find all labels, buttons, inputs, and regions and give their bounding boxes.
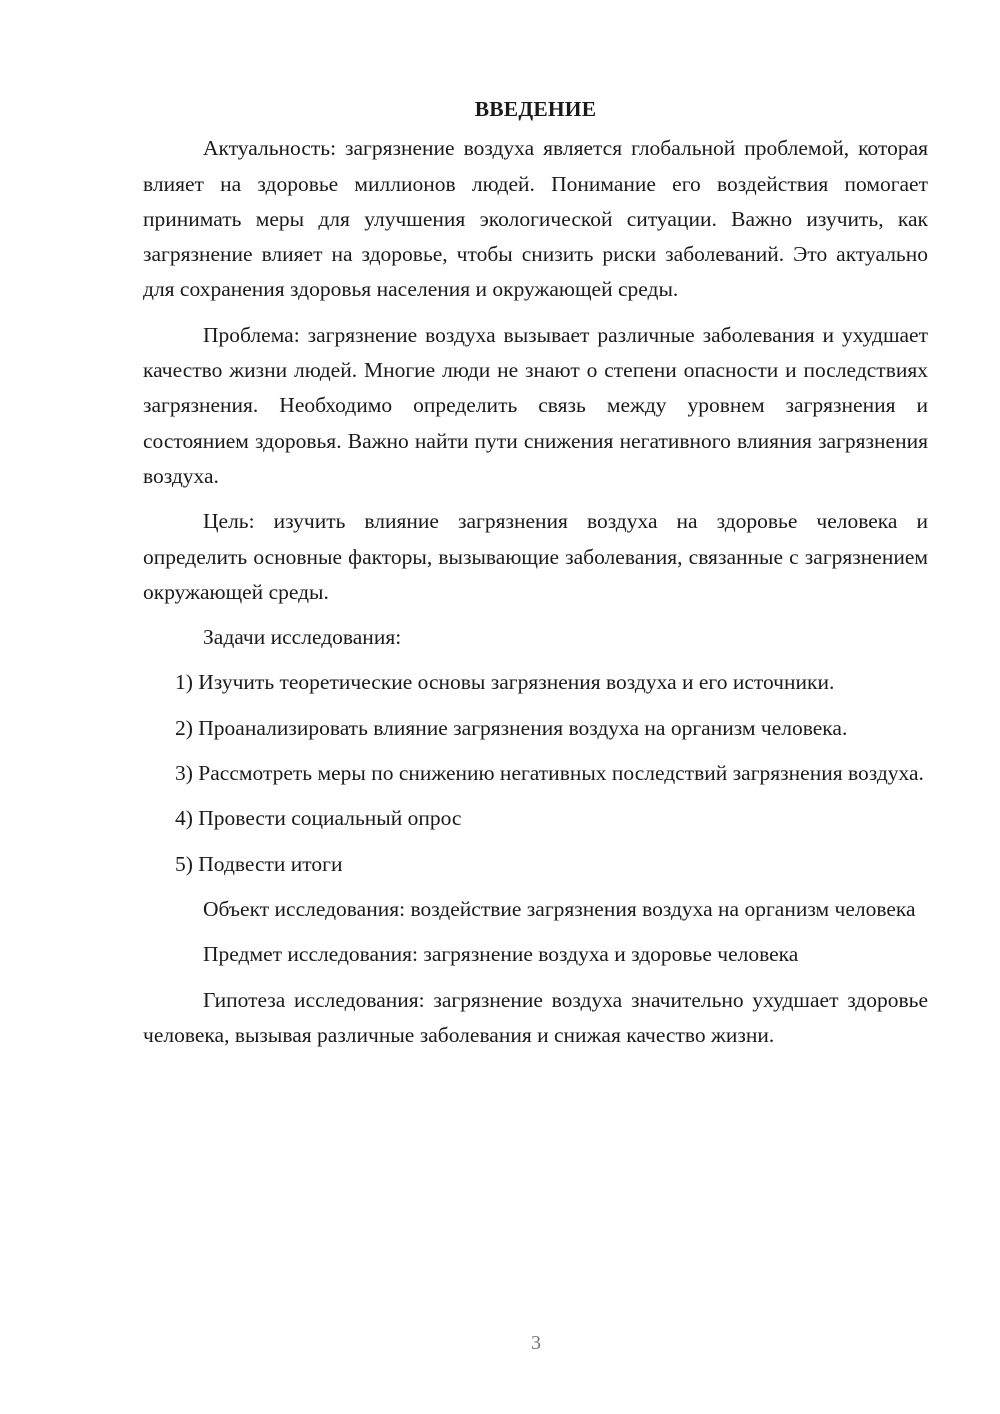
- document-page: [143, 92, 928, 1063]
- relevance-paragraph: Актуальность: загрязнение воздуха является глобальной проблемой, которая влияет на здоровье миллионов людей. Понимание его воздействия помогает принимать меры для улучшения экологической ситуации. Важно изучить, как загрязнение влияет на здоровье, чтобы снизить риски заболеваний. Это актуально для сохранения здоровья населения и окружающей среды.: [143, 136, 928, 302]
- page-number: 3: [531, 1332, 541, 1354]
- task-item-2: 2) Проанализировать влияние загрязнения воздуха на организм человека.: [175, 715, 848, 740]
- subject-paragraph: Предмет исследования: загрязнение воздуха и здоровье человека: [203, 942, 799, 967]
- tasks-heading: Задачи исследования:: [203, 625, 402, 650]
- goal-paragraph: Цель: изучить влияние загрязнения воздуха на здоровье человека и определить основные факторы, вызывающие заболевания, связанные с загрязнением окружающей среды.: [143, 509, 928, 604]
- task-item-5: 5) Подвести итоги: [175, 851, 343, 876]
- task-item-1: 1) Изучить теоретические основы загрязнения воздуха и его источники.: [175, 670, 835, 695]
- section-title: ВВЕДЕНИЕ: [474, 97, 597, 121]
- task-item-3: 3) Рассмотреть меры по снижению негативных последствий загрязнения воздуха.: [175, 761, 924, 786]
- problem-paragraph: Проблема: загрязнение воздуха вызывает различные заболевания и ухудшает качество жизни людей. Многие люди не знают о степени опасности и последствиях загрязнения. Необходимо определить связь между уровнем загрязнения и состоянием здоровья. Важно найти пути снижения негативного влияния загрязнения воздуха.: [143, 322, 928, 488]
- task-item-4: 4) Провести социальный опрос: [175, 806, 462, 831]
- hypothesis-paragraph: Гипотеза исследования: загрязнение воздуха значительно ухудшает здоровье человека, вызывая различные заболевания и снижая качество жизни.: [143, 987, 928, 1047]
- object-paragraph: Объект исследования: воздействие загрязнения воздуха на организм человека: [203, 896, 916, 921]
